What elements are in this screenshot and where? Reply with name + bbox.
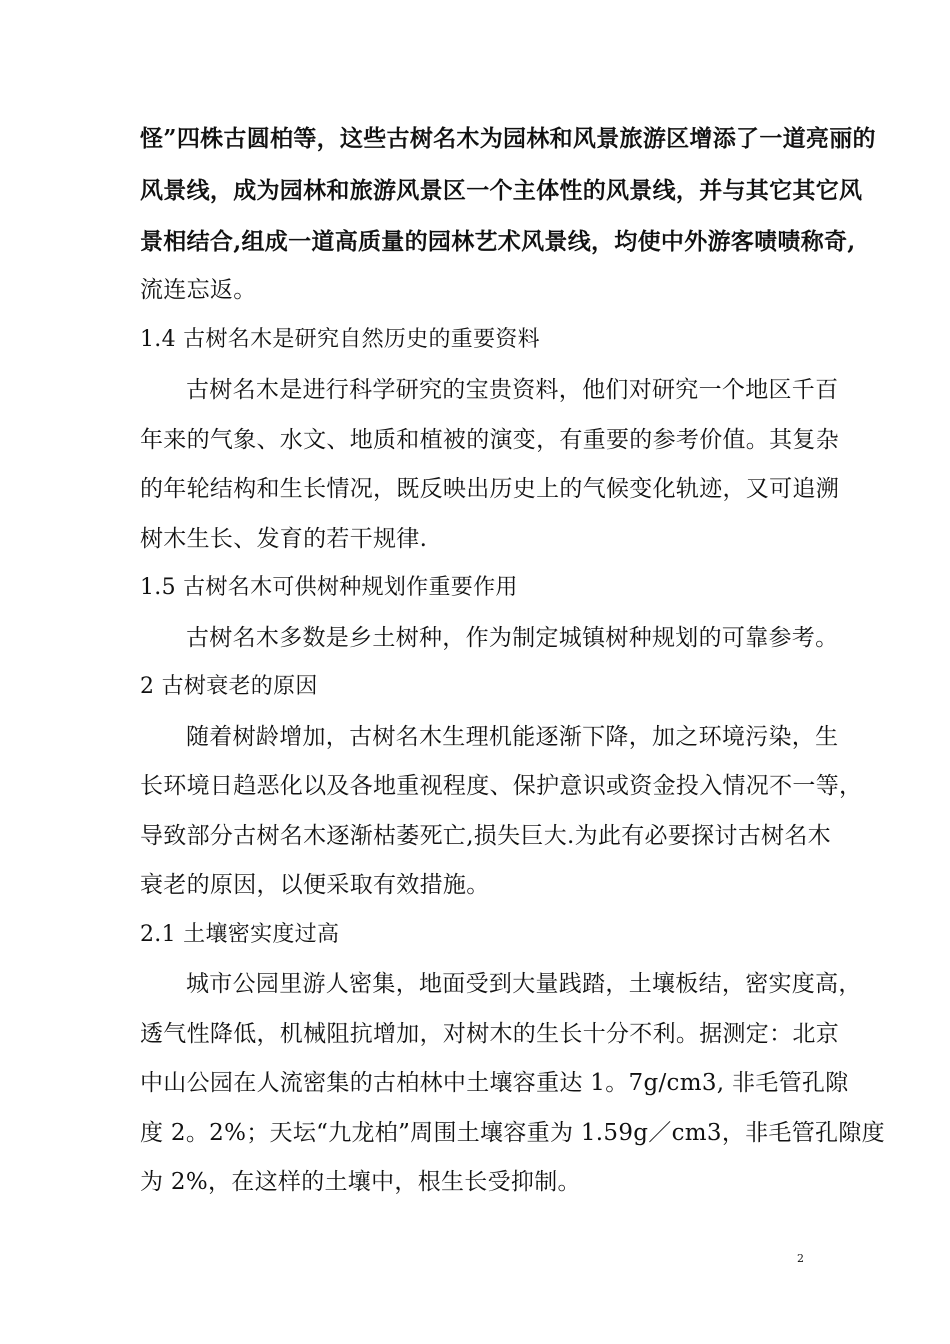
paragraph-line: 长环境日趋恶化以及各地重视程度、保护意识或资金投入情况不一等， xyxy=(140,773,863,799)
paragraph-line: 的年轮结构和生长情况，既反映出历史上的气候变化轨迹，又可追溯 xyxy=(140,476,839,502)
page-number: 2 xyxy=(797,1252,804,1265)
paragraph-line: 城市公园里游人密集，地面受到大量践踏，土壤板结，密实度高， xyxy=(186,971,862,997)
paragraph-line: 导致部分古树名木逐渐枯萎死亡,损失巨大.为此有必要探讨古树名木 xyxy=(140,823,831,849)
paragraph-line: 景相结合,组成一道高质量的园林艺术风景线，均使中外游客啧啧称奇, xyxy=(140,228,856,255)
paragraph-line: 中山公园在人流密集的古柏林中土壤容重达 1。7g/cm3, 非毛管孔隙 xyxy=(140,1070,849,1096)
paragraph-line: 流连忘返。 xyxy=(140,277,257,303)
paragraph-line: 衰老的原因，以便采取有效措施。 xyxy=(140,872,490,898)
paragraph-line: 古树名木是进行科学研究的宝贵资料，他们对研究一个地区千百 xyxy=(186,377,839,403)
paragraph-line: 随着树龄增加，古树名木生理机能逐渐下降，加之环境污染，生 xyxy=(186,724,839,750)
section-heading-2: 2 古树衰老的原因 xyxy=(140,674,318,699)
paragraph-line: 透气性降低，机械阻抗增加，对树木的生长十分不利。据测定：北京 xyxy=(140,1021,839,1047)
paragraph-line: 古树名木多数是乡土树种，作为制定城镇树种规划的可靠参考。 xyxy=(186,625,839,651)
section-heading-1-4: 1.4 古树名木是研究自然历史的重要资料 xyxy=(140,327,540,352)
paragraph-line: 度 2。2%；天坛“九龙柏”周围土壤容重为 1.59g／cm3，非毛管孔隙度 xyxy=(140,1120,885,1146)
section-heading-1-5: 1.5 古树名木可供树种规划作重要作用 xyxy=(140,575,518,600)
paragraph-line: 为 2%，在这样的土壤中，根生长受抑制。 xyxy=(140,1169,581,1195)
section-heading-2-1: 2.1 土壤密实度过高 xyxy=(140,922,340,947)
paragraph-line: 树木生长、发育的若干规律. xyxy=(140,526,428,552)
paragraph-line: 年来的气象、水文、地质和植被的演变，有重要的参考价值。其复杂 xyxy=(140,427,839,453)
paragraph-line: 风景线，成为园林和旅游风景区一个主体性的风景线，并与其它其它风 xyxy=(140,177,863,204)
paragraph-line: 怪”四株古圆柏等，这些古树名木为园林和风景旅游区增添了一道亮丽的 xyxy=(140,125,876,152)
